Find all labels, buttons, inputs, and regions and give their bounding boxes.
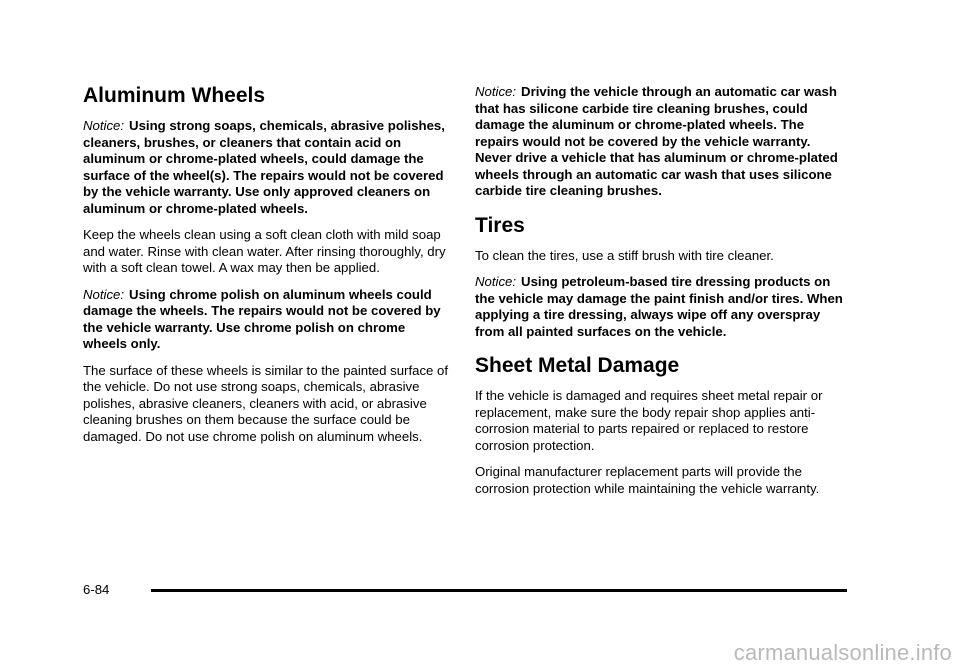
page-number: 6-84 [83,582,110,597]
footer-rule [151,589,847,592]
notice-chrome-polish [83,287,451,353]
notice-text: Driving the vehicle through an automatic car wash that has silicone carbide tire cleaning brushes, could damage the aluminum or chrome-plated wheels. The repairs would not be covered by the vehicle warranty. Never drive a vehicle that has aluminum or chrome-plated wheels through an automatic car wash that uses silicone carbide tire cleaning brushes. [475,84,838,198]
notice-label: Notice: [475,84,517,99]
notice-label: Notice: [475,274,517,289]
paragraph-tire-cleaning: To clean the tires, use a stiff brush with tire cleaner. [475,247,774,263]
paragraph-replacement-parts: Original manufacturer replacement parts will provide the corrosion protection while maintaining the vehicle warranty. [475,464,820,496]
notice-label: Notice: [83,286,125,302]
right-column [475,84,845,507]
paragraph-wheel-cleaning: Keep the wheels clean using a soft clean cloth with mild soap and water. Rinse with clean water. After rinsing thoroughly, dry with a soft clean towel. A wax may then be applied. [83,227,446,275]
notice-text: Using petroleum-based tire dressing products on the vehicle may damage the paint finish and/or tires. When applying a tire dressing, always wipe off any overspray from all painted surfaces on the vehicle. [475,274,843,339]
section-title-sheet-metal-damage: Sheet Metal Damage [475,354,680,377]
paragraph-sheet-metal-repair: If the vehicle is damaged and requires sheet metal repair or replacement, make sure the body repair shop applies anti-corrosion material to parts repaired or replaced to restore corrosion protection. [475,388,823,453]
section-title-aluminum-wheels: Aluminum Wheels [83,84,266,107]
notice-car-wash [475,84,845,200]
notice-label: Notice: [83,118,125,133]
notice-text: Using chrome polish on aluminum wheels could damage the wheels. The repairs would not be covered by the vehicle warranty. Use chrome polish on chrome wheels only. [83,286,441,351]
watermark: carmanualsonline.info [733,640,952,665]
section-title-tires: Tires [475,213,525,237]
paragraph-wheel-surface: The surface of these wheels is similar to the painted surface of the vehicle. Do not use strong soaps, chemicals, abrasive polishes, abrasive cleaners, cleaners with acid, or abrasive cleaning brushes on them because the surface could be damaged. Do not use chrome polish on aluminum wheels. [83,362,449,444]
left-column [83,84,451,455]
notice-text: Using strong soaps, chemicals, abrasive polishes, cleaners, brushes, or cleaners that contain acid on aluminum or chrome-plated wheels, could damage the surface of the wheel(s). The repairs would not be covered by the vehicle warranty. Use only approved cleaners on aluminum or chrome-plated wheels. [83,118,445,216]
notice-tire-dressing [475,274,845,340]
notice-aluminum-cleaners [83,118,451,217]
